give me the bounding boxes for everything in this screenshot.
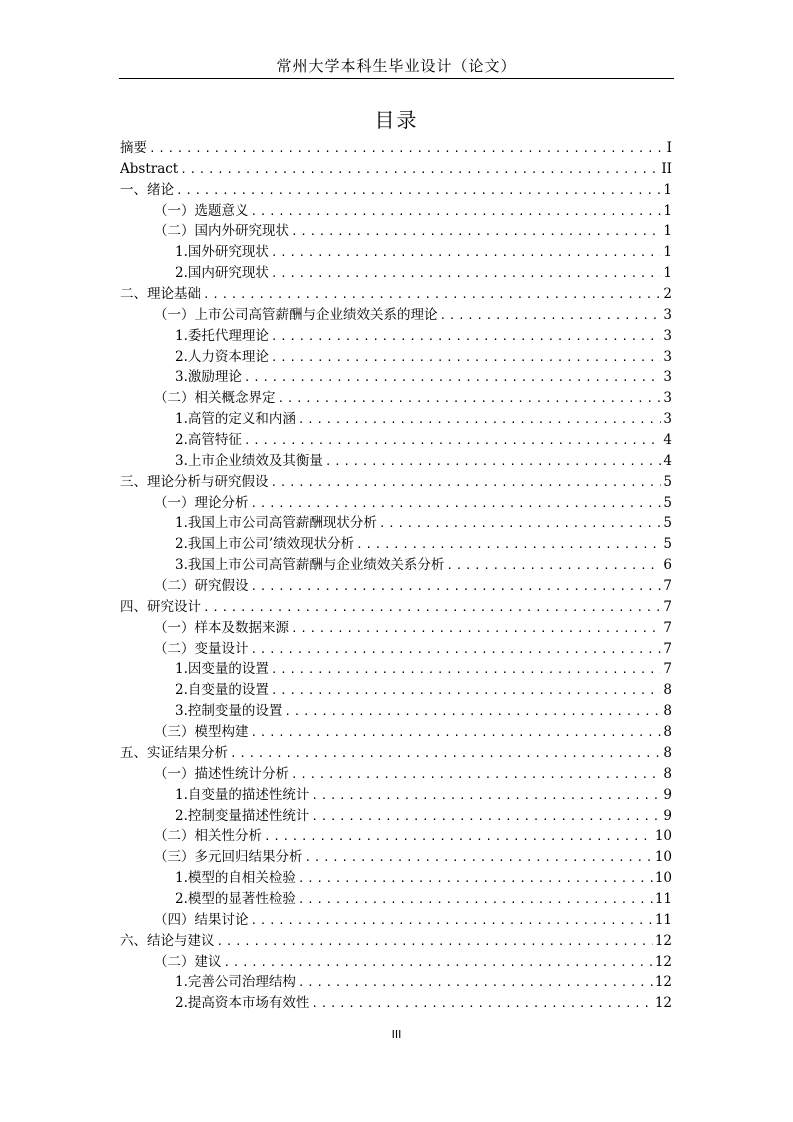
- toc-entry-title: 2.控制变量描述性统计: [175, 807, 310, 824]
- toc-entry[interactable]: [120, 764, 672, 785]
- toc-leader-dots: [251, 723, 662, 744]
- toc-entry-page: 1: [663, 181, 672, 198]
- toc-entry-title: （二）研究假设: [154, 578, 249, 595]
- toc-entry-title: 2.提高资本市场有效性: [175, 995, 310, 1012]
- toc-entry[interactable]: [120, 847, 672, 868]
- toc-entry-title: 3.我国上市公司高管薪酬与企业绩效关系分析: [175, 557, 445, 574]
- table-of-contents: [120, 138, 672, 1014]
- toc-entry-page: 2: [663, 286, 672, 303]
- toc-entry[interactable]: [120, 430, 672, 451]
- toc-leader-dots: [440, 306, 662, 327]
- toc-leader-dots: [325, 452, 662, 473]
- toc-entry-page: 7: [663, 578, 672, 595]
- toc-leader-dots: [251, 577, 662, 598]
- toc-entry[interactable]: [120, 618, 672, 639]
- toc-entry[interactable]: [120, 785, 672, 806]
- toc-entry-page: 7: [663, 619, 672, 636]
- toc-leader-dots: [244, 431, 662, 452]
- toc-entry-title: （三）模型构建: [154, 724, 249, 741]
- toc-entry-page: 11: [654, 911, 672, 928]
- toc-entry-page: 3: [663, 369, 672, 386]
- toc-entry-page: 4: [663, 432, 672, 449]
- toc-entry[interactable]: [120, 159, 672, 180]
- toc-entry-title: 二、理论基础: [120, 286, 201, 303]
- toc-entry[interactable]: [120, 263, 672, 284]
- toc-entry-title: 四、研究设计: [120, 598, 201, 615]
- toc-entry-title: （二）相关性分析: [154, 828, 262, 845]
- toc-entry-title: 五、实证结果分析: [120, 744, 228, 761]
- toc-entry-title: 2.国内研究现状: [175, 265, 269, 282]
- toc-leader-dots: [298, 410, 662, 431]
- toc-entry-page: 3: [663, 411, 672, 428]
- toc-entry[interactable]: [120, 680, 672, 701]
- toc-entry-title: （一）样本及数据来源: [154, 619, 289, 636]
- toc-entry-page: 5: [663, 473, 672, 490]
- toc-entry-page: I: [666, 140, 672, 156]
- toc-leader-dots: [298, 869, 653, 890]
- toc-entry-page: 6: [663, 557, 672, 574]
- toc-entry-title: （二）建议: [154, 953, 222, 970]
- header-rule: [119, 78, 674, 79]
- toc-entry[interactable]: [120, 242, 672, 263]
- toc-leader-dots: [271, 327, 662, 348]
- toc-entry-title: Abstract: [120, 160, 179, 177]
- page-title: 目录: [374, 108, 419, 132]
- toc-entry-title: 摘要: [120, 140, 147, 156]
- toc-leader-dots: [271, 264, 662, 285]
- toc-entry[interactable]: [120, 806, 672, 827]
- toc-entry[interactable]: [120, 305, 672, 326]
- toc-entry[interactable]: [120, 889, 672, 910]
- toc-entry-title: 2.人力资本理论: [175, 348, 269, 365]
- toc-entry[interactable]: [120, 493, 672, 514]
- toc-leader-dots: [271, 681, 662, 702]
- toc-entry-page: 3: [663, 348, 672, 365]
- toc-entry-title: 1.模型的自相关检验: [175, 870, 296, 887]
- toc-entry[interactable]: [120, 284, 672, 305]
- toc-leader-dots: [203, 598, 661, 619]
- toc-entry-page: 3: [663, 306, 672, 323]
- toc-entry[interactable]: [120, 534, 672, 555]
- toc-entry[interactable]: [120, 409, 672, 430]
- toc-entry-title: （一）理论分析: [154, 494, 249, 511]
- toc-entry-page: 4: [663, 452, 672, 469]
- toc-entry-title: （一）上市公司高管薪酬与企业绩效关系的理论: [154, 306, 438, 323]
- toc-entry[interactable]: [120, 472, 672, 493]
- toc-entry-page: 5: [663, 515, 672, 532]
- toc-entry-page: 11: [654, 890, 672, 907]
- toc-entry-page: 3: [663, 390, 672, 407]
- toc-entry[interactable]: [120, 347, 672, 368]
- toc-entry-title: 1.完善公司治理结构: [175, 974, 296, 991]
- toc-leader-dots: [217, 932, 653, 953]
- toc-entry[interactable]: [120, 597, 672, 618]
- toc-leader-dots: [251, 640, 662, 661]
- toc-leader-dots: [278, 389, 662, 410]
- toc-leader-dots: [311, 807, 661, 828]
- toc-entry[interactable]: [120, 910, 672, 931]
- toc-entry-title: （二）相关概念界定: [154, 390, 276, 407]
- toc-entry-page: 8: [663, 682, 672, 699]
- toc-entry[interactable]: [120, 326, 672, 347]
- toc-entry-page: 8: [663, 724, 672, 741]
- toc-entry-title: 3.上市企业绩效及其衡量: [175, 452, 323, 469]
- toc-entry-title: 1.因变量的设置: [175, 661, 269, 678]
- toc-entry-page: 12: [654, 974, 672, 991]
- toc-entry-title: 2.模型的显著性检验: [175, 890, 296, 907]
- toc-entry-title: （二）国内外研究现状: [154, 223, 289, 240]
- toc-entry[interactable]: [120, 555, 672, 576]
- toc-entry-page: 3: [663, 327, 672, 344]
- toc-entry[interactable]: [120, 367, 672, 388]
- toc-entry-page: 10: [654, 870, 672, 887]
- toc-entry[interactable]: [120, 868, 672, 889]
- toc-leader-dots: [311, 994, 652, 1015]
- toc-entry[interactable]: [120, 952, 672, 973]
- toc-leader-dots: [311, 786, 661, 807]
- toc-entry[interactable]: [120, 972, 672, 993]
- toc-entry-page: 10: [654, 828, 672, 845]
- toc-entry[interactable]: [120, 138, 672, 159]
- toc-entry[interactable]: [120, 701, 672, 722]
- toc-leader-dots: [271, 473, 662, 494]
- toc-entry-page: 12: [654, 953, 672, 970]
- toc-entry[interactable]: [120, 722, 672, 743]
- toc-entry[interactable]: [120, 826, 672, 847]
- toc-leader-dots: [251, 911, 653, 932]
- toc-entry-title: （一）描述性统计分析: [154, 765, 289, 782]
- toc-entry[interactable]: [120, 639, 672, 660]
- toc-entry-page: 5: [663, 494, 672, 511]
- toc-leader-dots: [244, 368, 662, 389]
- toc-leader-dots: [446, 556, 661, 577]
- toc-leader-dots: [224, 953, 653, 974]
- toc-entry-page: 8: [663, 703, 672, 720]
- toc-entry-title: 1.委托代理理论: [175, 327, 269, 344]
- toc-entry-title: 六、结论与建议: [120, 932, 215, 949]
- toc-leader-dots: [298, 973, 653, 994]
- toc-entry-page: 1: [663, 202, 672, 219]
- toc-leader-dots: [230, 744, 661, 765]
- toc-entry-page: 7: [663, 640, 672, 657]
- toc-entry[interactable]: [120, 931, 672, 952]
- toc-entry[interactable]: [120, 576, 672, 597]
- toc-entry-page: 12: [654, 932, 672, 949]
- toc-leader-dots: [149, 139, 665, 160]
- toc-entry-title: 2.我国上市公司’绩效现状分析: [175, 536, 355, 553]
- toc-entry-page: II: [661, 160, 672, 177]
- toc-entry[interactable]: [120, 993, 672, 1014]
- toc-entry-title: 一、绪论: [120, 181, 174, 198]
- toc-entry-title: 2.高管特征: [175, 432, 242, 449]
- toc-entry-page: 5: [663, 536, 672, 553]
- toc-entry-page: 7: [663, 598, 672, 615]
- toc-entry-page: 1: [663, 223, 672, 240]
- toc-leader-dots: [251, 494, 662, 515]
- toc-entry[interactable]: [120, 388, 672, 409]
- toc-leader-dots: [176, 181, 661, 202]
- toc-entry-page: 9: [663, 807, 672, 824]
- toc-entry-page: 7: [663, 661, 672, 678]
- toc-entry[interactable]: [120, 221, 672, 242]
- toc-entry-title: 1.高管的定义和内涵: [175, 411, 296, 428]
- toc-leader-dots: [264, 827, 653, 848]
- toc-leader-dots: [291, 765, 661, 786]
- toc-leader-dots: [203, 285, 661, 306]
- toc-entry-title: 3.控制变量的设置: [175, 703, 283, 720]
- toc-leader-dots: [271, 660, 662, 681]
- toc-entry-title: （一）选题意义: [154, 202, 249, 219]
- toc-entry-title: 三、理论分析与研究假设: [120, 473, 269, 490]
- toc-entry[interactable]: [120, 451, 672, 472]
- toc-entry-title: （二）变量设计: [154, 640, 249, 657]
- toc-entry-page: 1: [663, 244, 672, 261]
- toc-leader-dots: [251, 202, 662, 223]
- toc-entry-title: 1.我国上市公司高管薪酬现状分析: [175, 515, 377, 532]
- toc-entry-title: 3.激励理论: [175, 369, 242, 386]
- toc-leader-dots: [180, 160, 659, 181]
- toc-entry-title: 1.自变量的描述性统计: [175, 786, 310, 803]
- toc-entry[interactable]: [120, 201, 672, 222]
- toc-leader-dots: [291, 619, 661, 640]
- toc-entry-page: 12: [654, 995, 672, 1012]
- toc-leader-dots: [271, 348, 662, 369]
- toc-entry-page: 8: [663, 744, 672, 761]
- toc-entry-page: 1: [663, 265, 672, 282]
- page-header: 常州大学本科生毕业设计（论文）: [276, 57, 517, 75]
- toc-leader-dots: [298, 890, 653, 911]
- page-number: III: [391, 1028, 402, 1041]
- toc-entry-page: 9: [663, 786, 672, 803]
- toc-entry[interactable]: [120, 743, 672, 764]
- toc-entry-page: 8: [663, 765, 672, 782]
- toc-entry-title: （三）多元回归结果分析: [154, 849, 303, 866]
- toc-entry[interactable]: [120, 659, 672, 680]
- toc-entry[interactable]: [120, 513, 672, 534]
- toc-leader-dots: [379, 514, 662, 535]
- toc-leader-dots: [305, 848, 653, 869]
- toc-entry-title: 2.自变量的设置: [175, 682, 269, 699]
- toc-entry-title: （四）结果讨论: [154, 911, 249, 928]
- toc-leader-dots: [291, 222, 661, 243]
- toc-leader-dots: [284, 702, 661, 723]
- toc-entry-title: 1.国外研究现状: [175, 244, 269, 261]
- toc-leader-dots: [271, 243, 662, 264]
- toc-entry-page: 10: [654, 849, 672, 866]
- toc-leader-dots: [356, 535, 661, 556]
- toc-entry[interactable]: [120, 180, 672, 201]
